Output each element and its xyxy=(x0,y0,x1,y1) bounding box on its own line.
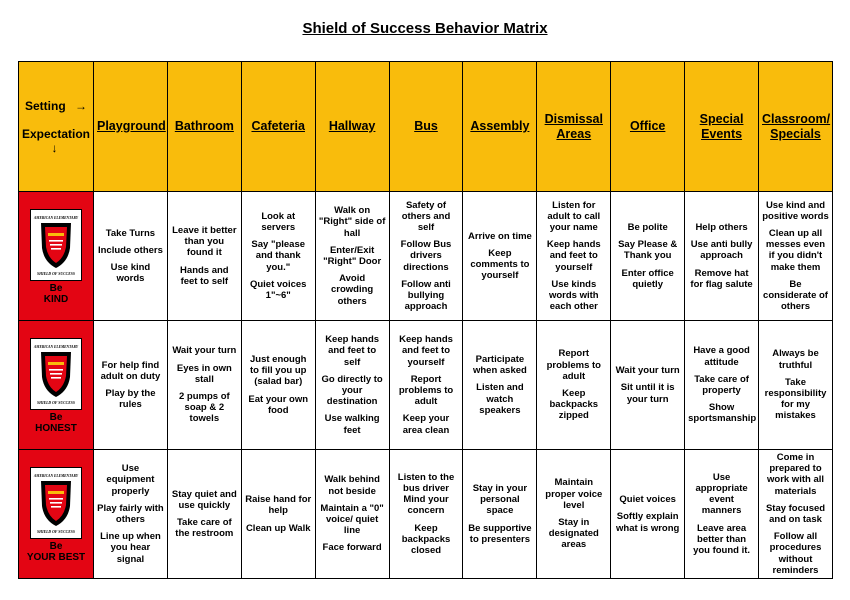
setting-header-label: Bus xyxy=(414,119,438,133)
behavior-text: Report problems to adult xyxy=(546,348,601,382)
behavior-text: Enter office quietly xyxy=(621,267,674,290)
setting-header-label: Hallway xyxy=(328,119,376,133)
shield-logo xyxy=(30,338,82,410)
matrix-cell xyxy=(315,450,389,579)
behavior-text: Take care of property xyxy=(694,373,749,396)
behavior-text: Leave it better than you found it xyxy=(172,224,237,259)
behavior-text: Sit until it is your turn xyxy=(620,382,675,405)
behavior-text: Show sportsmanship xyxy=(688,402,757,425)
behavior-text: Take care of the restroom xyxy=(175,517,234,540)
behavior-text: Leave area better than you found it. xyxy=(693,522,751,557)
behavior-text: Use kinds words with each other xyxy=(548,278,599,313)
matrix-cell xyxy=(685,192,759,321)
setting-header xyxy=(315,62,389,192)
behavior-text: Use kind and positive words xyxy=(762,199,829,222)
behavior-text: Avoid crowding others xyxy=(331,273,374,307)
setting-label: Setting xyxy=(24,98,66,113)
behavior-text: Stay in designated areas xyxy=(548,517,599,551)
header-row xyxy=(19,62,833,192)
behavior-text: Be considerate of others xyxy=(763,278,828,313)
behavior-text: Be supportive to presenters xyxy=(468,522,532,545)
matrix-cell xyxy=(537,192,611,321)
behavior-text: Take Turns xyxy=(105,227,156,239)
behavior-text: Be polite xyxy=(627,221,668,233)
shield-icon xyxy=(31,210,81,280)
behavior-text: Face forward xyxy=(322,542,382,554)
behavior-text: Use equipment properly xyxy=(106,463,155,497)
behavior-text: Maintain a "0" voice/ quiet line xyxy=(320,502,384,537)
shield-caption-text: SHIELD OF SUCCESS xyxy=(37,272,75,276)
setting-header xyxy=(759,62,833,192)
setting-header xyxy=(463,62,537,192)
behavior-text: Stay quiet and use quickly xyxy=(171,488,237,511)
behavior-text: Use kind words xyxy=(110,262,151,285)
behavior-text: Include others xyxy=(97,244,163,256)
behavior-text: Come in prepared to work with all materials xyxy=(767,452,825,497)
behavior-text: Remove hat for flag salute xyxy=(690,267,753,290)
shield-icon xyxy=(31,468,81,538)
behavior-text: Take responsibility for my mistakes xyxy=(764,376,827,422)
setting-header xyxy=(389,62,463,192)
matrix-cell xyxy=(463,321,537,450)
behavior-text: Just enough to fill you up (salad bar) xyxy=(249,353,307,388)
behavior-text: Maintain proper voice level xyxy=(545,477,603,511)
setting-header-label: Office xyxy=(629,119,666,133)
expectation-be-label: Be xyxy=(49,283,63,294)
behavior-text: Play fairly with others xyxy=(97,502,164,526)
matrix-cell xyxy=(611,450,685,579)
behavior-text: Clean up Walk xyxy=(245,522,311,534)
matrix-cell xyxy=(389,321,463,450)
matrix-cell xyxy=(611,192,685,321)
matrix-cell xyxy=(241,450,315,579)
behavior-text: Say "please and thank you." xyxy=(251,239,306,273)
behavior-text: Keep hands and feet to yourself xyxy=(546,239,601,273)
matrix-cell xyxy=(94,450,168,579)
matrix-cell xyxy=(685,321,759,450)
behavior-text: Quiet voices xyxy=(619,494,676,506)
behavior-text: Follow anti bullying approach xyxy=(401,278,451,313)
matrix-cell xyxy=(315,192,389,321)
behavior-text: Safety of others and self xyxy=(401,199,451,233)
behavior-text: Keep backpacks zipped xyxy=(549,388,599,422)
setting-header-label: Playground xyxy=(97,119,166,133)
matrix-cell xyxy=(611,321,685,450)
setting-header xyxy=(94,62,168,192)
behavior-text: Use walking feet xyxy=(324,413,380,436)
behavior-text: Keep your area clean xyxy=(402,413,450,436)
behavior-text: Participate when asked xyxy=(472,353,527,377)
setting-header-label: Cafeteria xyxy=(251,119,305,133)
matrix-cell xyxy=(167,450,241,579)
behavior-text: Listen to the bus driver Mind your concern xyxy=(397,471,455,517)
shield-caption-text: SHIELD OF SUCCESS xyxy=(37,401,75,405)
matrix-cell xyxy=(759,192,833,321)
shield-logo xyxy=(30,209,82,281)
behavior-text: Keep comments to yourself xyxy=(470,247,530,282)
expectation-cell xyxy=(19,192,94,321)
behavior-text: Stay focused and on task xyxy=(765,502,826,526)
setting-header-label: Special Events xyxy=(699,111,744,141)
expectation-row xyxy=(19,450,833,579)
expectation-value-label: YOUR BEST xyxy=(26,552,86,564)
behavior-text: Eat your own food xyxy=(248,393,309,416)
behavior-text: Use anti bully approach xyxy=(690,239,753,262)
behavior-text: Report problems to adult xyxy=(398,373,454,408)
behavior-text: Always be truthful xyxy=(772,348,819,371)
behavior-text: Eyes in own stall xyxy=(176,362,232,385)
expectation-be-label: Be xyxy=(49,541,63,553)
matrix-cell xyxy=(167,321,241,450)
behavior-text: Go directly to your destination xyxy=(321,373,383,408)
setting-header-label: Assembly xyxy=(470,119,530,133)
behavior-text: Quiet voices 1"~6" xyxy=(249,278,307,301)
expectation-label: Expectation xyxy=(22,126,91,141)
setting-header xyxy=(611,62,685,192)
behavior-text: Raise hand for help xyxy=(245,494,312,517)
setting-header xyxy=(167,62,241,192)
behavior-text: Say Please & Thank you xyxy=(618,239,678,262)
matrix-cell xyxy=(241,321,315,450)
expectation-row xyxy=(19,321,833,450)
behavior-text: Listen and watch speakers xyxy=(476,382,524,416)
expectation-be-label: Be xyxy=(49,412,63,423)
matrix-cell xyxy=(463,192,537,321)
matrix-cell xyxy=(94,192,168,321)
page-title: Shield of Success Behavior Matrix xyxy=(302,20,548,37)
down-arrow-icon: ↓ xyxy=(51,140,58,155)
matrix-cell xyxy=(759,450,833,579)
behavior-text: Line up when you hear signal xyxy=(100,531,161,565)
matrix-cell xyxy=(241,192,315,321)
right-arrow-icon: → xyxy=(75,98,87,113)
matrix-cell xyxy=(759,321,833,450)
behavior-text: 2 pumps of soap & 2 towels xyxy=(179,391,230,425)
matrix-cell xyxy=(537,321,611,450)
shield-icon xyxy=(31,339,81,409)
behavior-text: Keep hands and feet to self xyxy=(325,334,380,368)
behavior-text: Follow Bus drivers directions xyxy=(400,239,452,273)
corner-header xyxy=(19,62,94,192)
behavior-text: Use appropriate event manners xyxy=(695,471,748,517)
setting-header-label: Classroom/ Specials xyxy=(762,111,831,141)
matrix-cell xyxy=(167,192,241,321)
behavior-text: Follow all procedures without reminders xyxy=(769,531,822,576)
setting-header-label: Dismissal Areas xyxy=(544,111,603,141)
behavior-text: Enter/Exit "Right" Door xyxy=(323,244,382,267)
behavior-text: Play by the rules xyxy=(105,388,156,411)
matrix-cell xyxy=(94,321,168,450)
behavior-text: Wait your turn xyxy=(615,365,680,377)
expectation-cell xyxy=(19,321,94,450)
matrix-cell xyxy=(685,450,759,579)
setting-header-label: Bathroom xyxy=(174,119,234,133)
behavior-text: Clean up all messes even if you didn't make them xyxy=(765,227,826,273)
behavior-text: Hands and feet to self xyxy=(180,264,229,287)
behavior-text: Help others xyxy=(695,221,748,233)
school-name-text: AMERICAN ELEMENTARY xyxy=(33,474,79,479)
shield-caption-text: SHIELD OF SUCCESS xyxy=(37,530,75,535)
expectation-cell xyxy=(19,450,94,579)
setting-header xyxy=(241,62,315,192)
behavior-text: Walk on "Right" side of hall xyxy=(318,205,386,239)
behavior-text: Stay in your personal space xyxy=(472,483,528,517)
matrix-cell xyxy=(463,450,537,579)
behavior-text: For help find adult on duty xyxy=(100,359,161,382)
behavior-text: Keep backpacks closed xyxy=(401,522,451,557)
behavior-text: Listen for adult to call your name xyxy=(547,199,601,233)
shield-logo xyxy=(30,467,82,539)
behavior-text: Softly explain what is wrong xyxy=(616,511,680,534)
behavior-text: Keep hands and feet to yourself xyxy=(399,334,453,368)
setting-header xyxy=(537,62,611,192)
setting-header xyxy=(685,62,759,192)
expectation-row xyxy=(19,192,833,321)
matrix-cell xyxy=(315,321,389,450)
behavior-text: Have a good attitude xyxy=(693,345,750,368)
matrix-cell xyxy=(389,192,463,321)
expectation-value-label: HONEST xyxy=(35,423,77,434)
school-name-text: AMERICAN ELEMENTARY xyxy=(33,216,79,220)
behavior-text: Arrive on time xyxy=(467,230,532,242)
behavior-matrix-table xyxy=(18,61,833,579)
behavior-text: Wait your turn xyxy=(172,345,237,357)
expectation-value-label: KIND xyxy=(43,294,69,305)
behavior-text: Walk behind not beside xyxy=(324,474,380,497)
matrix-cell xyxy=(389,450,463,579)
matrix-cell xyxy=(537,450,611,579)
behavior-text: Look at servers xyxy=(261,210,296,233)
school-name-text: AMERICAN ELEMENTARY xyxy=(33,345,79,349)
